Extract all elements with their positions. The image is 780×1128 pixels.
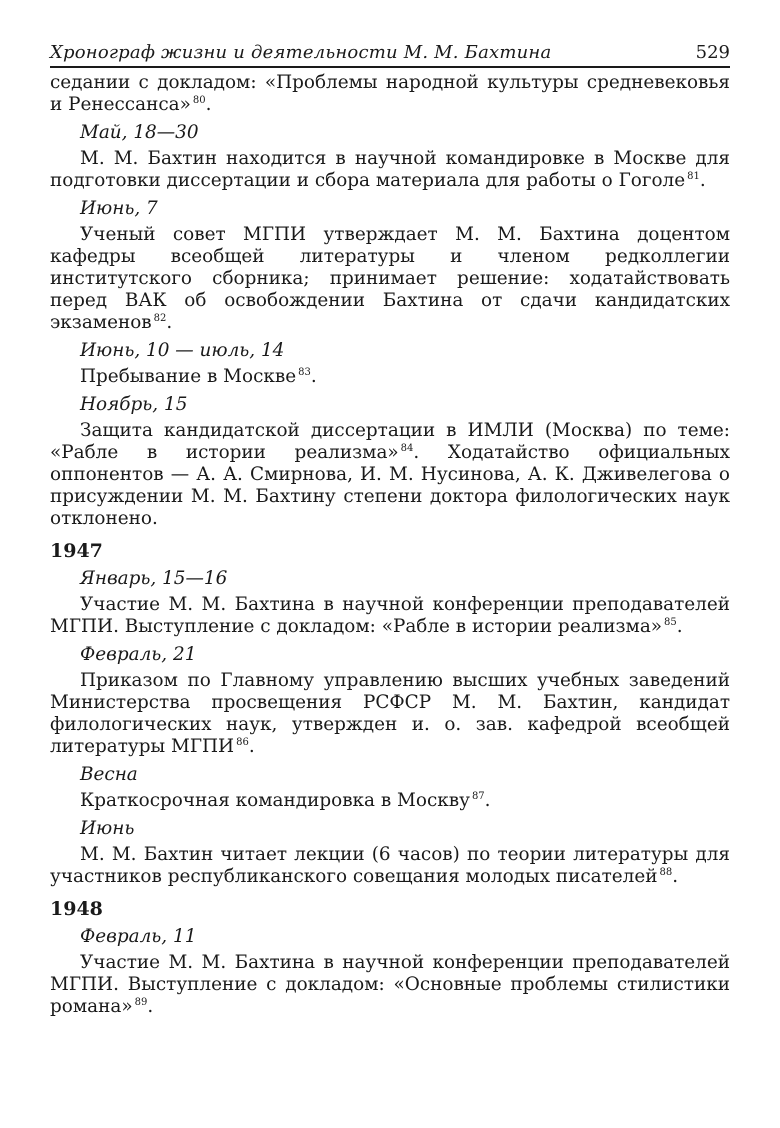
entry-text: М. М. Бахтин читает лекции (6 часов) по теории литературы для участников республиканского совещания молодых писателей $^{88}$. (50, 844, 730, 887)
entry-text: Приказом по Главному управлению высших учебных заведений Министерства просвещения РСФСР М. М. Бахтин, кандидат филологических наук, утвержден и. о. зав. кафедрой всеобщей литературы МГПИ $^{86}$. (50, 670, 730, 757)
entry-date: Июнь, 10 — июль, 14 (80, 340, 285, 361)
entry-date: Февраль, 21 (80, 644, 197, 665)
year-heading: 1947 (50, 540, 103, 562)
footnote-ref: 82 (153, 313, 167, 324)
entry-text: Ученый совет МГПИ утверждает М. М. Бахтина доцентом кафедры всеобщей литературы и членом редколлегии институтского сборника; принимает решение: ходатайствовать перед ВАК об освобождении Бахтина от сдачи кандидатских экзаменов $^{82}$. (50, 224, 730, 333)
footnote-ref: 87 (471, 791, 485, 802)
footnote-ref: 80 (192, 95, 206, 106)
entry-date: Июнь (80, 818, 135, 839)
entry-date: Ноябрь, 15 (80, 394, 188, 415)
entry-date: Январь, 15—16 (80, 568, 228, 589)
footnote-ref: 88 (659, 867, 673, 878)
footnote-ref: 83 (298, 367, 311, 378)
entry-date: Весна (80, 764, 138, 785)
page-number: 529 (695, 42, 730, 63)
entry-date: Февраль, 11 (80, 926, 197, 947)
footnote-ref: 86 (236, 737, 249, 748)
footnote-ref: 84 (400, 443, 414, 454)
footnote-ref: 89 (134, 997, 148, 1008)
footnote-ref: 81 (687, 171, 700, 182)
year-heading: 1948 (50, 898, 103, 920)
entry-text: Участие М. М. Бахтина в научной конференции преподавателей МГПИ. Выступление с докладом: «Основные проблемы стилистики романа» $^{89}$. (50, 952, 730, 1017)
footnote-ref: 85 (664, 617, 677, 628)
running-title: Хронограф жизни и деятельности М. М. Бахтина (50, 42, 552, 63)
entry-date: Июнь, 7 (80, 198, 158, 219)
page-content (50, 68, 730, 1018)
entry-date: Май, 18—30 (80, 122, 199, 143)
entry-text: М. М. Бахтин находится в научной командировке в Москве для подготовки диссертации и сбора материала для работы о Гоголе $^{81}$. (50, 148, 730, 191)
entry-text: Пребывание в Москве $^{83}$. (80, 366, 317, 387)
entry-text-continued: седании с докладом: «Проблемы народной культуры средневековья и Ренессанса» $^{80}$. (50, 72, 730, 115)
entry-text: Защита кандидатской диссертации в ИМЛИ (Москва) по теме: «Рабле в истории реализма» $^{84}$. Ходатайство официальных оппонентов — А. А. Смирнова, И. М. Нусинова, А. К. Дживелегова о присуждении М. М. Бахтину степени доктора филологических наук отклонено. (50, 420, 730, 529)
entry-text: Участие М. М. Бахтина в научной конференции преподавателей МГПИ. Выступление с докладом: «Рабле в истории реализма» $^{85}$. (50, 594, 730, 637)
book-page (50, 42, 730, 1018)
running-header (50, 42, 730, 68)
entry-text: Краткосрочная командировка в Москву $^{87}$. (80, 790, 491, 811)
